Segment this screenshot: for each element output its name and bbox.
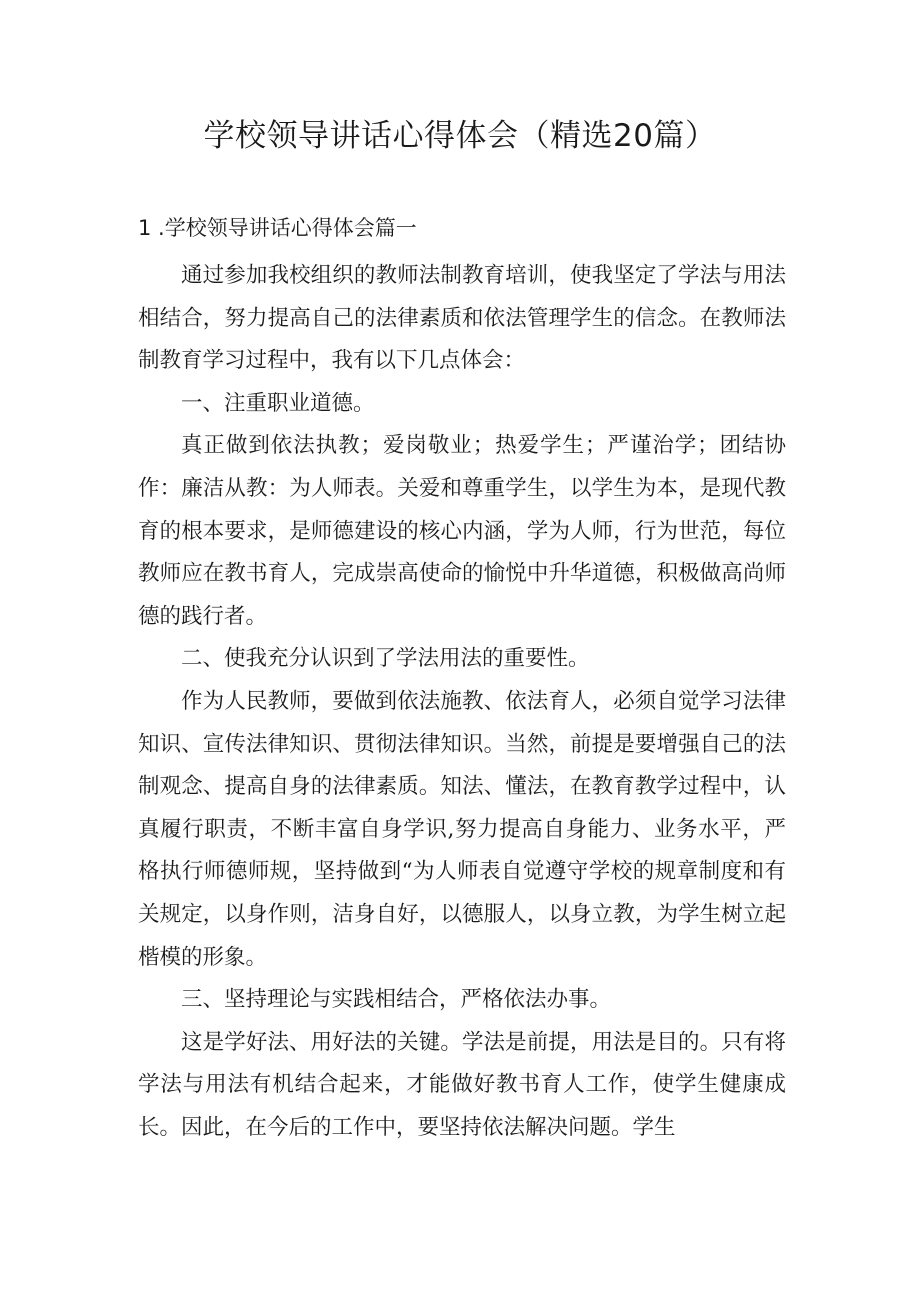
section-heading: 1 .学校领导讲话心得体会篇一 — [138, 216, 417, 240]
paragraph: 真正做到依法执教；爱岗敬业；热爱学生；严谨治学；团结协作：廉洁从教：为人师表。关爱和尊重学生，以学生为本，是现代教育的根本要求，是师德建设的核心内涵，学为人师，行为世范，每位教师应在教书育人，完成崇高使命的愉悦中升华道德，积极做高尚师德的践行者。 — [138, 433, 786, 629]
paragraph: 这是学好法、用好法的关键。学法是前提，用法是目的。只有将学法与用法有机结合起来，才能做好教书育人工作，使学生健康成长。因此，在今后的工作中，要坚持依法解决问题。学生 — [138, 1029, 786, 1140]
subheading-paragraph: 一、注重职业道德。 — [181, 390, 375, 416]
paragraph: 作为人民教师，要做到依法施教、依法育人，必须自觉学习法律知识、宣传法律知识、贯彻法律知识。当然，前提是要增强自己的法制观念、提高自身的法律素质。知法、懂法，在教育教学过程中，认真履行职责，不断丰富自身学识,努力提高自身能力、业务水平，严格执行师德师规，坚持做到“为人师表自觉遵守学校的规章制度和有关规定，以身作则，洁身自好，以德服人，以身立教，为学生树立起楷模的形象。 — [138, 688, 786, 970]
paragraph: 通过参加我校组织的教师法制教育培训，使我坚定了学法与用法相结合，努力提高自己的法律素质和依法管理学生的信念。在教师法制教育学习过程中，我有以下几点体会： — [138, 263, 786, 374]
subheading-paragraph: 二、使我充分认识到了学法用法的重要性。 — [181, 646, 590, 672]
subheading-paragraph: 三、坚持理论与实践相结合，严格依法办事。 — [181, 987, 612, 1013]
document-body — [138, 255, 786, 1149]
document-title: 学校领导讲话心得体会（精选20篇） — [203, 118, 717, 154]
